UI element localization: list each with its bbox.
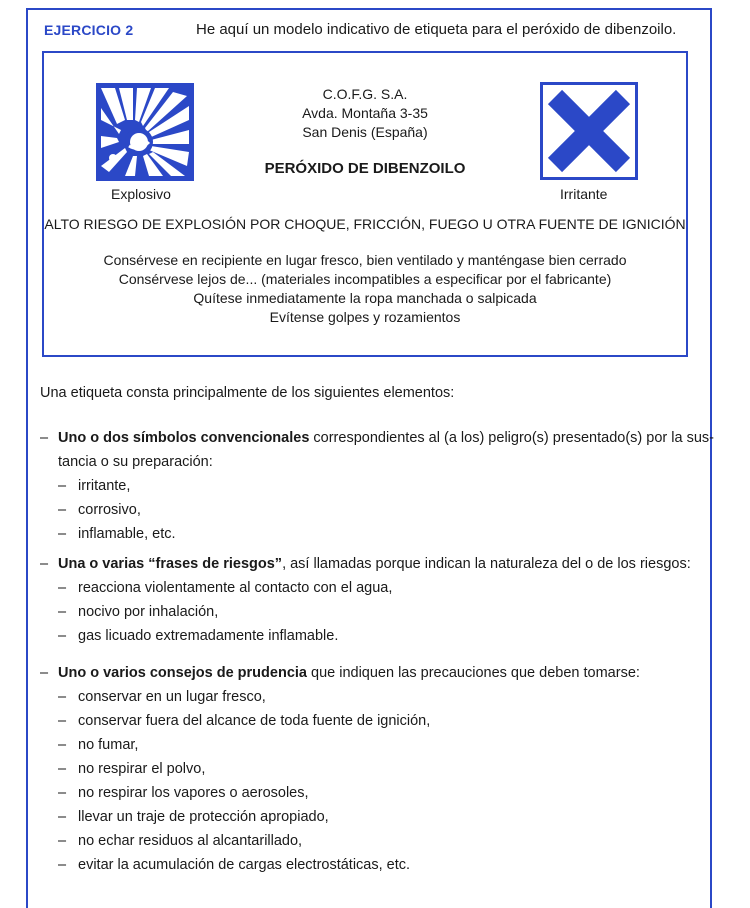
section-risk-phrases: – Una o varias “frases de riesgos”, así llamadas porque indican la naturaleza del o de los riesgos: – reacciona violentamente al contacto con el agua, – nocivo por inhalación, – gas licuado extremadamente inflamable.	[40, 554, 700, 650]
irritant-caption: Irritante	[560, 186, 608, 202]
product-name: PERÓXIDO DE DIBENZOILO	[264, 160, 466, 177]
list-item: – llevar un traje de protección apropiado,	[58, 809, 329, 825]
company-city: San Denis (España)	[302, 124, 428, 140]
list-item: – nocivo por inhalación,	[58, 604, 219, 620]
advice-line: Evítense golpes y rozamientos	[269, 309, 461, 325]
advice-line: Consérvese lejos de... (materiales incompatibles a especificar por el fabricante)	[118, 271, 612, 287]
list-item: – evitar la acumulación de cargas electrostáticas, etc.	[58, 857, 411, 873]
company-street: Avda. Montaña 3-35	[302, 105, 428, 121]
exercise-header	[44, 22, 684, 44]
section-title: Uno o dos símbolos convencionales	[58, 430, 310, 446]
list-item: – conservar en un lugar fresco,	[58, 689, 266, 705]
section-title: Una o varias “frases de riesgos”	[58, 556, 283, 572]
safety-advice	[44, 251, 686, 327]
section-precautions: – Uno o varios consejos de prudencia que indiquen las precauciones que deben tomarse: – conservar en un lugar fresco, – conservar fuera del alcance de toda fuente de ignición, – no fumar, – no respirar el polvo, – no respirar los vapores o aerosoles, – llevar un traje de protección apropiado, – no echar residuos al alcantarillado, – evitar la acumulación de cargas electrostáticas, etc.	[40, 663, 700, 879]
advice-line: Quítese inmediatamente la ropa manchada o salpicada	[193, 290, 537, 306]
list-item: – irritante,	[58, 478, 131, 494]
list-item: – inflamable, etc.	[58, 526, 176, 542]
list-item: – reacciona violentamente al contacto con el agua,	[58, 580, 393, 596]
list-item: – no respirar los vapores o aerosoles,	[58, 785, 309, 801]
chemical-label	[42, 51, 688, 357]
section-continuation: tancia o su preparación:	[58, 454, 213, 470]
company-address	[44, 85, 686, 142]
risk-phrase: ALTO RIESGO DE EXPLOSIÓN POR CHOQUE, FRICCIÓN, FUEGO U OTRA FUENTE DE IGNICIÓN	[44, 216, 686, 232]
list-item: – no echar residuos al alcantarillado,	[58, 833, 303, 849]
explosive-caption: Explosivo	[111, 186, 171, 202]
intro-text: Una etiqueta consta principalmente de los siguientes elementos:	[40, 385, 455, 401]
section-title: Uno o varios consejos de prudencia	[58, 665, 307, 681]
list-item: – conservar fuera del alcance de toda fuente de ignición,	[58, 713, 431, 729]
list-item: – no fumar,	[58, 737, 139, 753]
exercise-label: EJERCICIO 2	[44, 22, 134, 38]
section-symbols: – Uno o dos símbolos convencionales correspondientes al (a los) peligro(s) presentado(s) por la sus- tancia o su preparación: – irritante, – corrosivo, – inflamable, etc.	[40, 428, 700, 548]
company-name: C.O.F.G. S.A.	[322, 86, 408, 102]
advice-line: Consérvese en recipiente en lugar fresco, bien ventilado y manténgase bien cerrado	[103, 252, 627, 268]
list-item: – corrosivo,	[58, 502, 141, 518]
list-item: – gas licuado extremadamente inflamable.	[58, 628, 339, 644]
list-item: – no respirar el polvo,	[58, 761, 206, 777]
exercise-statement: He aquí un modelo indicativo de etiqueta para el peróxido de dibenzoilo.	[196, 21, 677, 38]
